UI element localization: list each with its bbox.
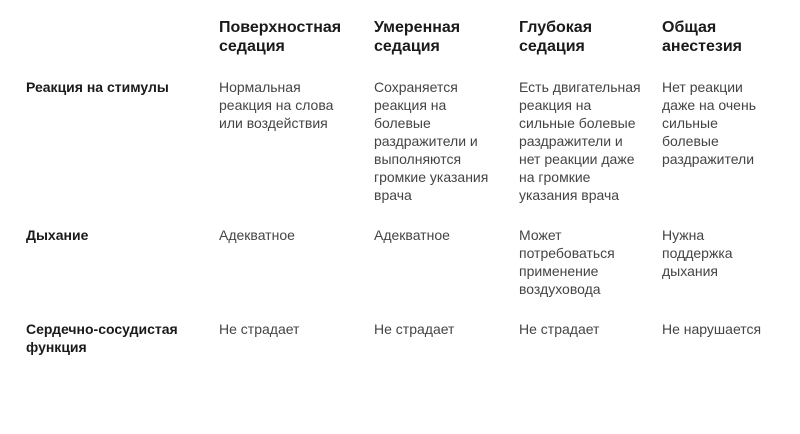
table-cell: Не страдает [219, 321, 300, 337]
table-row [21, 72, 781, 220]
table-cell: Нужна поддержка дыхания [662, 227, 733, 279]
table-cell: Не страдает [374, 321, 455, 337]
table-cell: Не страдает [519, 321, 600, 337]
table-cell: Адекватное [219, 227, 295, 243]
table-cell: Адекватное [374, 227, 450, 243]
table-row [21, 314, 781, 362]
table-cell: Нет реакции даже на очень сильные болевые раздражители [662, 79, 756, 167]
column-header-superficial: Поверхностная седация [219, 19, 342, 55]
header-corner [21, 12, 214, 72]
row-label-stimulus-response: Реакция на стимулы [26, 79, 169, 95]
column-header-deep: Глубокая седация [519, 19, 593, 55]
row-label-breathing: Дыхание [26, 227, 89, 243]
table-cell: Сохраняется реакция на болевые раздражители и выполняются громкие указания врача [374, 79, 489, 203]
row-label-cardiovascular: Сердечно-сосудистая функция [26, 321, 178, 355]
table-cell: Не нарушается [662, 321, 762, 337]
table-cell: Может потребоваться применение воздуховода [519, 227, 615, 297]
column-header-general: Общая анестезия [662, 19, 743, 55]
sedation-table [21, 12, 781, 362]
column-header-moderate: Умеренная седация [374, 19, 461, 55]
table-cell: Нормальная реакция на слова или воздействия [219, 79, 334, 131]
header-row [21, 12, 781, 72]
table-cell: Есть двигательная реакция на сильные болевые раздражители и нет реакции даже на громкие указания врача [519, 79, 641, 203]
table-row [21, 220, 781, 314]
